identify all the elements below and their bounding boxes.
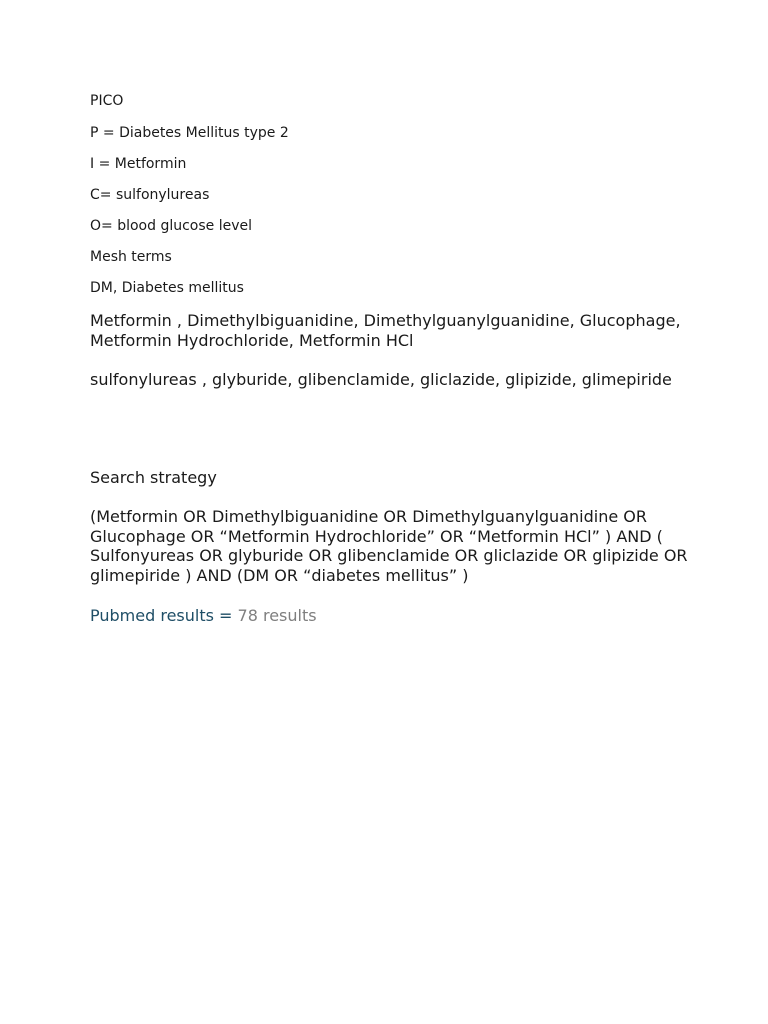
mesh-dm-terms: DM, Diabetes mellitus bbox=[90, 280, 244, 296]
pico-comparison: C= sulfonylureas bbox=[90, 187, 210, 203]
pico-intervention: I = Metformin bbox=[90, 156, 187, 172]
pubmed-results bbox=[90, 606, 317, 626]
pubmed-results-value: 78 results bbox=[237, 606, 317, 625]
search-strategy-heading: Search strategy bbox=[90, 468, 217, 487]
pico-heading: PICO bbox=[90, 93, 124, 109]
mesh-sulfonylurea-terms: sulfonylureas , glyburide, glibenclamide, gliclazide, glipizide, glimepiride bbox=[90, 370, 672, 389]
mesh-heading: Mesh terms bbox=[90, 249, 172, 265]
search-query: (Metformin OR Dimethylbiguanidine OR Dimethylguanylguanidine OR Glucophage OR “Metformin Hydrochloride” OR “Metformin HCl” ) AND ( Sulfonyureas OR glyburide OR glibenclamide OR gliclazide OR glipizide OR glimepiride ) AND (DM OR “diabetes mellitus” ) bbox=[90, 507, 688, 585]
pubmed-results-label: Pubmed results = bbox=[90, 606, 238, 625]
pico-population: P = Diabetes Mellitus type 2 bbox=[90, 125, 289, 141]
pico-outcome: O= blood glucose level bbox=[90, 218, 253, 234]
mesh-metformin-terms: Metformin , Dimethylbiguanidine, Dimethylguanylguanidine, Glucophage, Metformin Hydrochloride, Metformin HCl bbox=[90, 311, 681, 350]
